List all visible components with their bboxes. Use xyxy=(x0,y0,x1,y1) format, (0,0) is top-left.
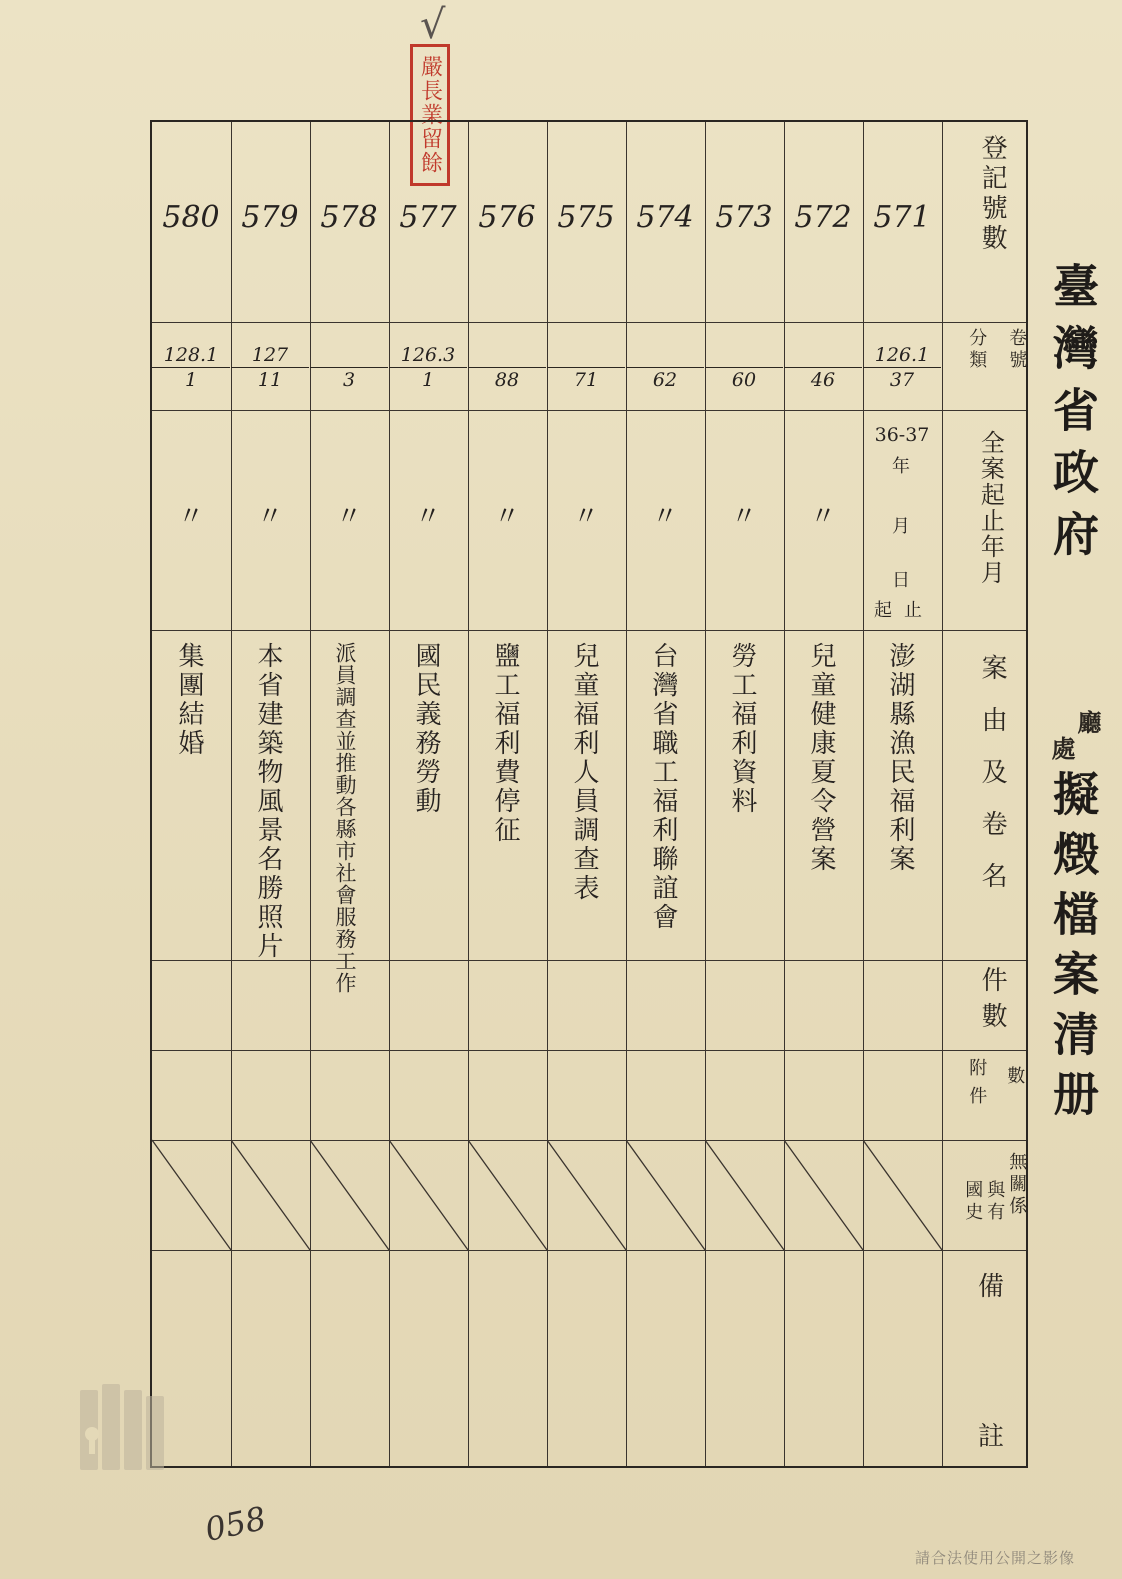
header-class-bottom: 分類 xyxy=(966,328,988,372)
header-history-3: 國史 xyxy=(962,1180,984,1224)
reg-no-579: 579 xyxy=(241,200,299,235)
class-top-value: 126.1 xyxy=(863,344,941,368)
page-number: 058 xyxy=(201,1499,270,1549)
agency-label-chu: 處 xyxy=(1047,736,1076,760)
class-top-value xyxy=(547,344,625,368)
class-bottom-value: 46 xyxy=(810,369,836,391)
period-start-mark: 起 xyxy=(874,600,892,621)
subject-573: 勞工福利資料 xyxy=(727,642,757,816)
subject-580: 集團結婚 xyxy=(174,642,204,758)
class-no-572 xyxy=(784,344,862,391)
class-no-576 xyxy=(468,344,546,391)
class-top-value xyxy=(626,344,704,368)
class-bottom-value: 37 xyxy=(889,369,915,391)
class-no-575 xyxy=(547,344,625,391)
period-month-mark: 月 xyxy=(892,516,910,537)
header-period: 全案起止年月 xyxy=(976,430,1005,586)
class-bottom-value: 88 xyxy=(494,369,520,391)
class-top-value xyxy=(705,344,783,368)
class-no-580 xyxy=(152,344,230,391)
reg-no-575: 575 xyxy=(557,200,615,235)
header-subject: 案由及卷名 xyxy=(977,654,1008,914)
header-class-top: 卷號 xyxy=(1006,328,1028,372)
period-ditto-575: 〃 xyxy=(572,502,599,532)
class-no-573 xyxy=(705,344,783,391)
reg-no-574: 574 xyxy=(636,200,694,235)
subject-574: 台灣省職工福利聯誼會 xyxy=(648,642,678,932)
class-bottom-value: 1 xyxy=(184,369,198,391)
class-top-value: 126.3 xyxy=(389,344,467,368)
period-year-mark: 年 xyxy=(892,456,910,477)
reg-no-578: 578 xyxy=(320,200,378,235)
period-ditto-577: 〃 xyxy=(414,502,441,532)
period-end-mark: 止 xyxy=(904,600,922,621)
class-no-579 xyxy=(231,344,309,391)
class-top-value: 128.1 xyxy=(152,344,230,368)
period-ditto-574: 〃 xyxy=(651,502,678,532)
class-top-value xyxy=(468,344,546,368)
period-ditto-576: 〃 xyxy=(493,502,520,532)
class-bottom-value: 1 xyxy=(421,369,435,391)
class-no-578 xyxy=(310,344,388,391)
period-ditto-578: 〃 xyxy=(335,502,362,532)
class-bottom-value: 60 xyxy=(731,369,757,391)
header-count: 件數 xyxy=(977,966,1008,1038)
header-attach-a: 附件 xyxy=(966,1058,988,1114)
subject-571: 澎湖縣漁民福利案 xyxy=(885,642,915,874)
period-day-mark: 日 xyxy=(892,570,910,591)
subject-575: 兒童福利人員調查表 xyxy=(569,642,599,903)
register-table xyxy=(150,120,1028,1468)
usage-watermark: 請合法使用公開之影像 xyxy=(915,1549,1076,1567)
period-ditto-572: 〃 xyxy=(809,502,836,532)
subject-577: 國民義務勞動 xyxy=(411,642,441,816)
subject-578: 派員調查並推動各縣市社會服務工作 xyxy=(333,642,357,994)
header-history-1: 無關係 xyxy=(1006,1152,1028,1218)
subject-579: 本省建築物風景名勝照片 xyxy=(253,642,283,961)
reg-no-571: 571 xyxy=(873,200,931,235)
reg-no-573: 573 xyxy=(715,200,773,235)
class-top-value xyxy=(784,344,862,368)
period-ditto-580: 〃 xyxy=(177,502,204,532)
period-ditto-579: 〃 xyxy=(256,502,283,532)
check-mark: √ xyxy=(420,2,446,48)
header-reg-no: 登記號數 xyxy=(977,134,1008,254)
period-ditto-573: 〃 xyxy=(730,502,757,532)
reg-no-577: 577 xyxy=(399,200,457,235)
class-no-577 xyxy=(389,344,467,391)
class-no-571 xyxy=(863,344,941,391)
class-top-value: 127 xyxy=(231,344,309,368)
class-top-value xyxy=(310,344,388,368)
class-bottom-value: 71 xyxy=(573,369,599,391)
document-subtitle: 擬燬檔案清册 xyxy=(1046,770,1100,1130)
header-remark-top: 備 xyxy=(978,1272,1005,1302)
subject-576: 鹽工福利費停征 xyxy=(490,642,520,845)
reg-no-576: 576 xyxy=(478,200,536,235)
document-title: 臺灣省政府 xyxy=(1046,262,1100,572)
reg-no-572: 572 xyxy=(794,200,852,235)
class-bottom-value: 11 xyxy=(257,369,283,391)
header-history-2: 與有 xyxy=(984,1180,1006,1224)
header-remark-bottom: 註 xyxy=(978,1422,1005,1452)
class-bottom-value: 62 xyxy=(652,369,678,391)
red-seal-stamp: 嚴長業留餘 xyxy=(410,44,450,186)
class-bottom-value: 3 xyxy=(342,369,356,391)
header-attach-b: 數 xyxy=(1004,1066,1026,1088)
reg-no-580: 580 xyxy=(162,200,220,235)
agency-label-ting: 廳 xyxy=(1073,710,1102,740)
period-value-571: 36-37 xyxy=(874,424,930,446)
archive-logo-icon xyxy=(40,1370,190,1480)
subject-572: 兒童健康夏令營案 xyxy=(806,642,836,874)
class-no-574 xyxy=(626,344,704,391)
